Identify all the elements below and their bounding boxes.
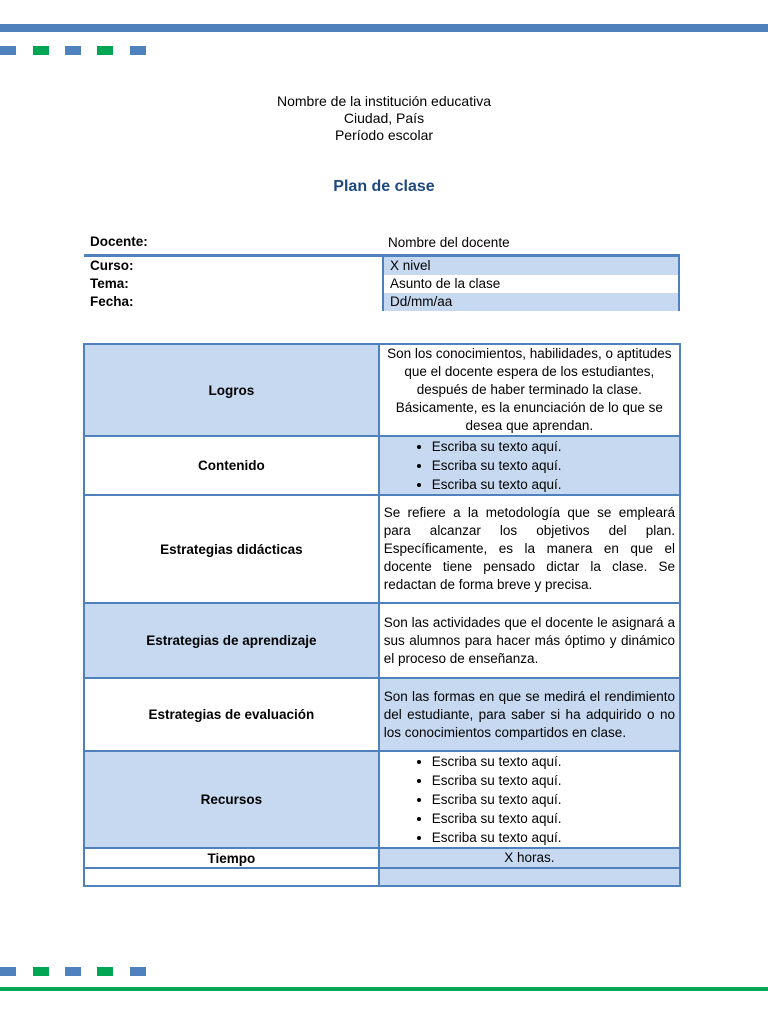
- dash: [97, 967, 113, 976]
- row-empty: [84, 868, 680, 886]
- list-item[interactable]: • Escriba su texto aquí.: [432, 771, 675, 790]
- curso-label: Curso:: [90, 258, 134, 273]
- row-logros: [84, 344, 680, 436]
- row-contenido: [84, 436, 680, 495]
- dash: [0, 967, 16, 976]
- dash: [33, 967, 49, 976]
- tiempo-value[interactable]: X horas.: [379, 848, 680, 868]
- estrategias-aprendizaje-label: Estrategias de aprendizaje: [84, 603, 379, 678]
- dash: [0, 46, 16, 55]
- city-country: Ciudad, País: [343, 110, 425, 126]
- list-item[interactable]: • Escriba su texto aquí.: [432, 475, 675, 494]
- estrategias-evaluacion-label: Estrategias de evaluación: [84, 678, 379, 751]
- dash: [130, 46, 146, 55]
- estrategias-didacticas-label: Estrategias didácticas: [84, 495, 379, 603]
- logros-label: Logros: [84, 344, 379, 436]
- list-item[interactable]: • Escriba su texto aquí.: [432, 437, 675, 456]
- empty-label-cell: [84, 868, 379, 886]
- estrategias-evaluacion-text[interactable]: Son las formas en que se medirá el rendimiento del estudiante, para saber si ha adquirido o no los conocimientos compartidos en clase.: [379, 678, 680, 751]
- list-item[interactable]: • Escriba su texto aquí.: [432, 752, 675, 771]
- recursos-list[interactable]: [379, 751, 680, 848]
- dash: [65, 967, 81, 976]
- list-item[interactable]: • Escriba su texto aquí.: [432, 809, 675, 828]
- info-block: [84, 233, 680, 311]
- page-title: Plan de clase: [333, 178, 435, 195]
- dash: [97, 46, 113, 55]
- contenido-label: Contenido: [84, 436, 379, 495]
- school-period: Período escolar: [334, 127, 434, 143]
- row-estrategias-didacticas: [84, 495, 680, 603]
- docente-label: Docente:: [90, 234, 148, 249]
- info-row-curso: [84, 257, 680, 275]
- fecha-value[interactable]: Dd/mm/aa: [382, 293, 680, 311]
- docente-value[interactable]: Nombre del docente: [388, 235, 510, 250]
- institution-name: Nombre de la institución educativa: [276, 93, 491, 109]
- recursos-label: Recursos: [84, 751, 379, 848]
- dash: [33, 46, 49, 55]
- fecha-label: Fecha:: [90, 294, 134, 309]
- bottom-green-line: [0, 987, 768, 991]
- list-item[interactable]: • Escriba su texto aquí.: [432, 790, 675, 809]
- empty-value-cell[interactable]: [379, 868, 680, 886]
- list-item[interactable]: • Escriba su texto aquí.: [432, 828, 675, 847]
- top-blue-line: [0, 24, 768, 32]
- estrategias-didacticas-text[interactable]: Se refiere a la metodología que se empleará para alcanzar los objetivos del plan. Específicamente, es la manera en que el docente tiene pensado dictar la clase. Se redactan de forma breve y precisa.: [379, 495, 680, 603]
- estrategias-aprendizaje-text[interactable]: Son las actividades que el docente le asignará a sus alumnos para hacer más óptimo y dinámico el proceso de enseñanza.: [379, 603, 680, 678]
- bottom-dash-row: [0, 967, 160, 976]
- tiempo-label: Tiempo: [84, 848, 379, 868]
- info-row-fecha: [84, 293, 680, 311]
- dash: [130, 967, 146, 976]
- dash: [65, 46, 81, 55]
- row-estrategias-evaluacion: [84, 678, 680, 751]
- lesson-plan-table: [83, 343, 681, 887]
- tema-value[interactable]: Asunto de la clase: [382, 275, 680, 293]
- row-estrategias-aprendizaje: [84, 603, 680, 678]
- row-recursos: [84, 751, 680, 848]
- info-row-tema: [84, 275, 680, 293]
- logros-text[interactable]: Son los conocimientos, habilidades, o aptitudes que el docente espera de los estudiantes, después de haber terminado la clase. Básicamente, es la enunciación de lo que se desea que aprendan.: [379, 344, 680, 436]
- tema-label: Tema:: [90, 276, 129, 291]
- contenido-list[interactable]: [379, 436, 680, 495]
- info-row-docente: [84, 233, 680, 257]
- list-item[interactable]: • Escriba su texto aquí.: [432, 456, 675, 475]
- top-dash-row: [0, 46, 160, 55]
- document-header: [0, 93, 768, 144]
- row-tiempo: [84, 848, 680, 868]
- curso-value[interactable]: X nivel: [382, 257, 680, 275]
